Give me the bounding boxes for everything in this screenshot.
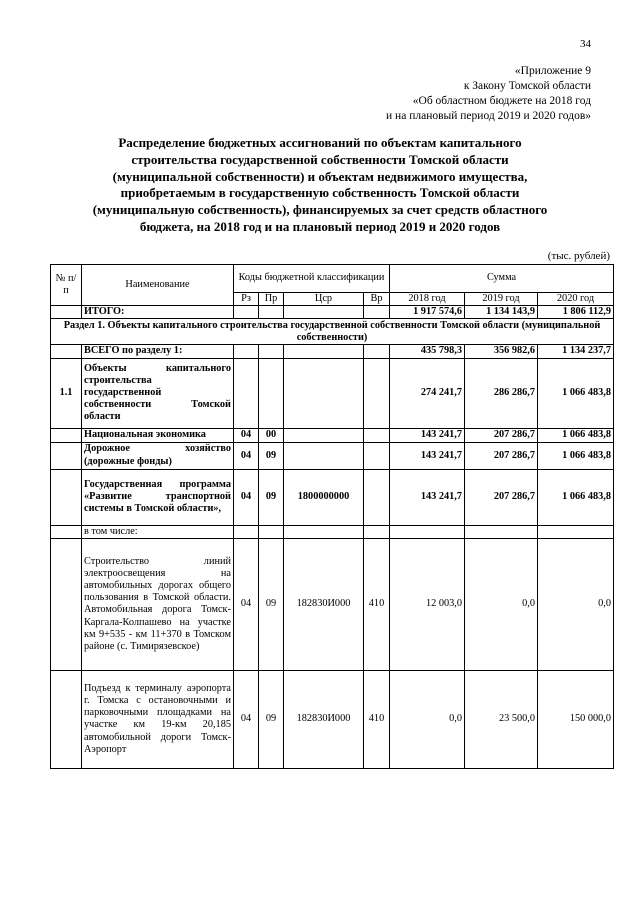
header-name: Наименование	[82, 265, 234, 306]
row-vr: 410	[364, 538, 390, 670]
row-csr	[284, 442, 364, 469]
table-row	[51, 358, 614, 428]
total-row	[51, 306, 614, 319]
row-pr: 09	[259, 442, 284, 469]
header-csr: Цср	[284, 293, 364, 306]
row-csr: 182830И000	[284, 670, 364, 768]
row-2019: 286 286,7	[465, 358, 538, 428]
row-csr	[284, 428, 364, 442]
row-num	[51, 670, 82, 768]
table-row	[51, 442, 614, 469]
total-2020: 1 806 112,9	[538, 306, 614, 319]
header-pr: Пр	[259, 293, 284, 306]
total-2019: 1 134 143,9	[465, 306, 538, 319]
row-pr	[259, 525, 284, 538]
row-csr	[284, 358, 364, 428]
document-title	[50, 135, 590, 236]
row-num	[51, 538, 82, 670]
row-2019: 23 500,0	[465, 670, 538, 768]
row-vr	[364, 525, 390, 538]
appendix-line: «Приложение 9	[514, 65, 591, 77]
row-vr: 410	[364, 670, 390, 768]
appendix-line: к Закону Томской области	[463, 80, 591, 92]
title-line: (муниципальной собственности) и объектам недвижимого имущества,	[112, 168, 528, 184]
row-vr	[364, 428, 390, 442]
row-2019: 207 286,7	[465, 469, 538, 525]
row-2020	[538, 525, 614, 538]
section-title: Раздел 1. Объекты капитального строительства государственной собственности Томской области (муниципальной собственности)	[51, 319, 614, 345]
row-2018: 143 241,7	[390, 469, 465, 525]
row-2018: 274 241,7	[390, 358, 465, 428]
row-vr	[364, 358, 390, 428]
row-2020: 1 066 483,8	[538, 442, 614, 469]
row-pr: 00	[259, 428, 284, 442]
row-pr: 09	[259, 469, 284, 525]
table-row	[51, 670, 614, 768]
row-name: Государственная программа «Развитие транспортной системы в Томской области»,	[82, 469, 234, 525]
row-vr	[364, 469, 390, 525]
appendix-line: «Об областном бюджете на 2018 год	[412, 95, 591, 107]
title-line: приобретаемым в государственную собственность Томской области	[120, 185, 520, 201]
row-name: Дорожное хозяйство (дорожные фонды)	[82, 442, 234, 469]
appendix-line: и на плановый период 2019 и 2020 годов»	[386, 110, 591, 122]
row-2020: 1 066 483,8	[538, 358, 614, 428]
row-2018: 143 241,7	[390, 428, 465, 442]
page-number: 34	[580, 38, 591, 50]
row-rz	[234, 525, 259, 538]
budget-table	[50, 264, 614, 769]
header-2020: 2020 год	[538, 293, 614, 306]
row-2018: 0,0	[390, 670, 465, 768]
row-num	[51, 442, 82, 469]
row-vr	[364, 442, 390, 469]
row-2018: 12 003,0	[390, 538, 465, 670]
section-total-2019: 356 982,6	[465, 345, 538, 358]
row-2020: 0,0	[538, 538, 614, 670]
total-label: ИТОГО:	[82, 306, 234, 319]
row-2020: 1 066 483,8	[538, 469, 614, 525]
units-label: (тыс. рублей)	[547, 250, 610, 262]
header-2019: 2019 год	[465, 293, 538, 306]
title-line: Распределение бюджетных ассигнований по объектам капитального	[118, 135, 522, 150]
header-vr: Вр	[364, 293, 390, 306]
row-rz: 04	[234, 428, 259, 442]
row-name: Строительство линий электроосвещения на автомобильных дорогах общего пользования в Томской области. Автомобильная дорога Томск-Каргала-Колпашево на участке км 9+535 - км 11+370 в Томском районе (с. Тимирязевское)	[82, 538, 234, 670]
row-num	[51, 469, 82, 525]
row-name: Национальная экономика	[82, 428, 234, 442]
row-csr: 182830И000	[284, 538, 364, 670]
title-line: бюджета, на 2018 год и на плановый период 2019 и 2020 годов	[139, 218, 501, 234]
row-2019: 0,0	[465, 538, 538, 670]
table-row	[51, 525, 614, 538]
row-name: в том числе:	[82, 525, 234, 538]
row-rz	[234, 358, 259, 428]
row-pr: 09	[259, 538, 284, 670]
row-num	[51, 428, 82, 442]
table-row	[51, 469, 614, 525]
row-pr	[259, 358, 284, 428]
row-2020: 150 000,0	[538, 670, 614, 768]
row-num: 1.1	[51, 358, 82, 428]
section-row	[51, 319, 614, 345]
row-2018	[390, 525, 465, 538]
row-csr	[284, 525, 364, 538]
header-rz: Рз	[234, 293, 259, 306]
row-csr: 1800000000	[284, 469, 364, 525]
row-2018: 143 241,7	[390, 442, 465, 469]
section-total-label: ВСЕГО по разделу 1:	[82, 345, 234, 358]
section-total-2020: 1 134 237,7	[538, 345, 614, 358]
row-name: Объекты капитального строительства государственной собственности Томской области	[82, 358, 234, 428]
total-2018: 1 917 574,6	[390, 306, 465, 319]
header-sum: Сумма	[390, 265, 614, 293]
header-2018: 2018 год	[390, 293, 465, 306]
row-name: Подъезд к терминалу аэропорта г. Томска с остановочными и парковочными площадками на участке км 19-км 20,185 автомобильной дороги Томск-Аэропорт	[82, 670, 234, 768]
header-num: № п/п	[51, 265, 82, 306]
row-rz: 04	[234, 469, 259, 525]
row-rz: 04	[234, 670, 259, 768]
row-2019: 207 286,7	[465, 428, 538, 442]
row-rz: 04	[234, 442, 259, 469]
row-num	[51, 525, 82, 538]
row-2020: 1 066 483,8	[538, 428, 614, 442]
section-total-2018: 435 798,3	[390, 345, 465, 358]
header-codes: Коды бюджетной классификации	[234, 265, 390, 293]
table-row	[51, 538, 614, 670]
row-2019	[465, 525, 538, 538]
title-line: (муниципальную собственность), финансируемых за счет средств областного	[92, 202, 548, 218]
row-pr: 09	[259, 670, 284, 768]
title-line: строительства государственной собственности Томской области	[131, 151, 509, 167]
row-2019: 207 286,7	[465, 442, 538, 469]
section-total-row	[51, 345, 614, 358]
row-rz: 04	[234, 538, 259, 670]
table-row	[51, 428, 614, 442]
appendix-header	[386, 64, 591, 124]
